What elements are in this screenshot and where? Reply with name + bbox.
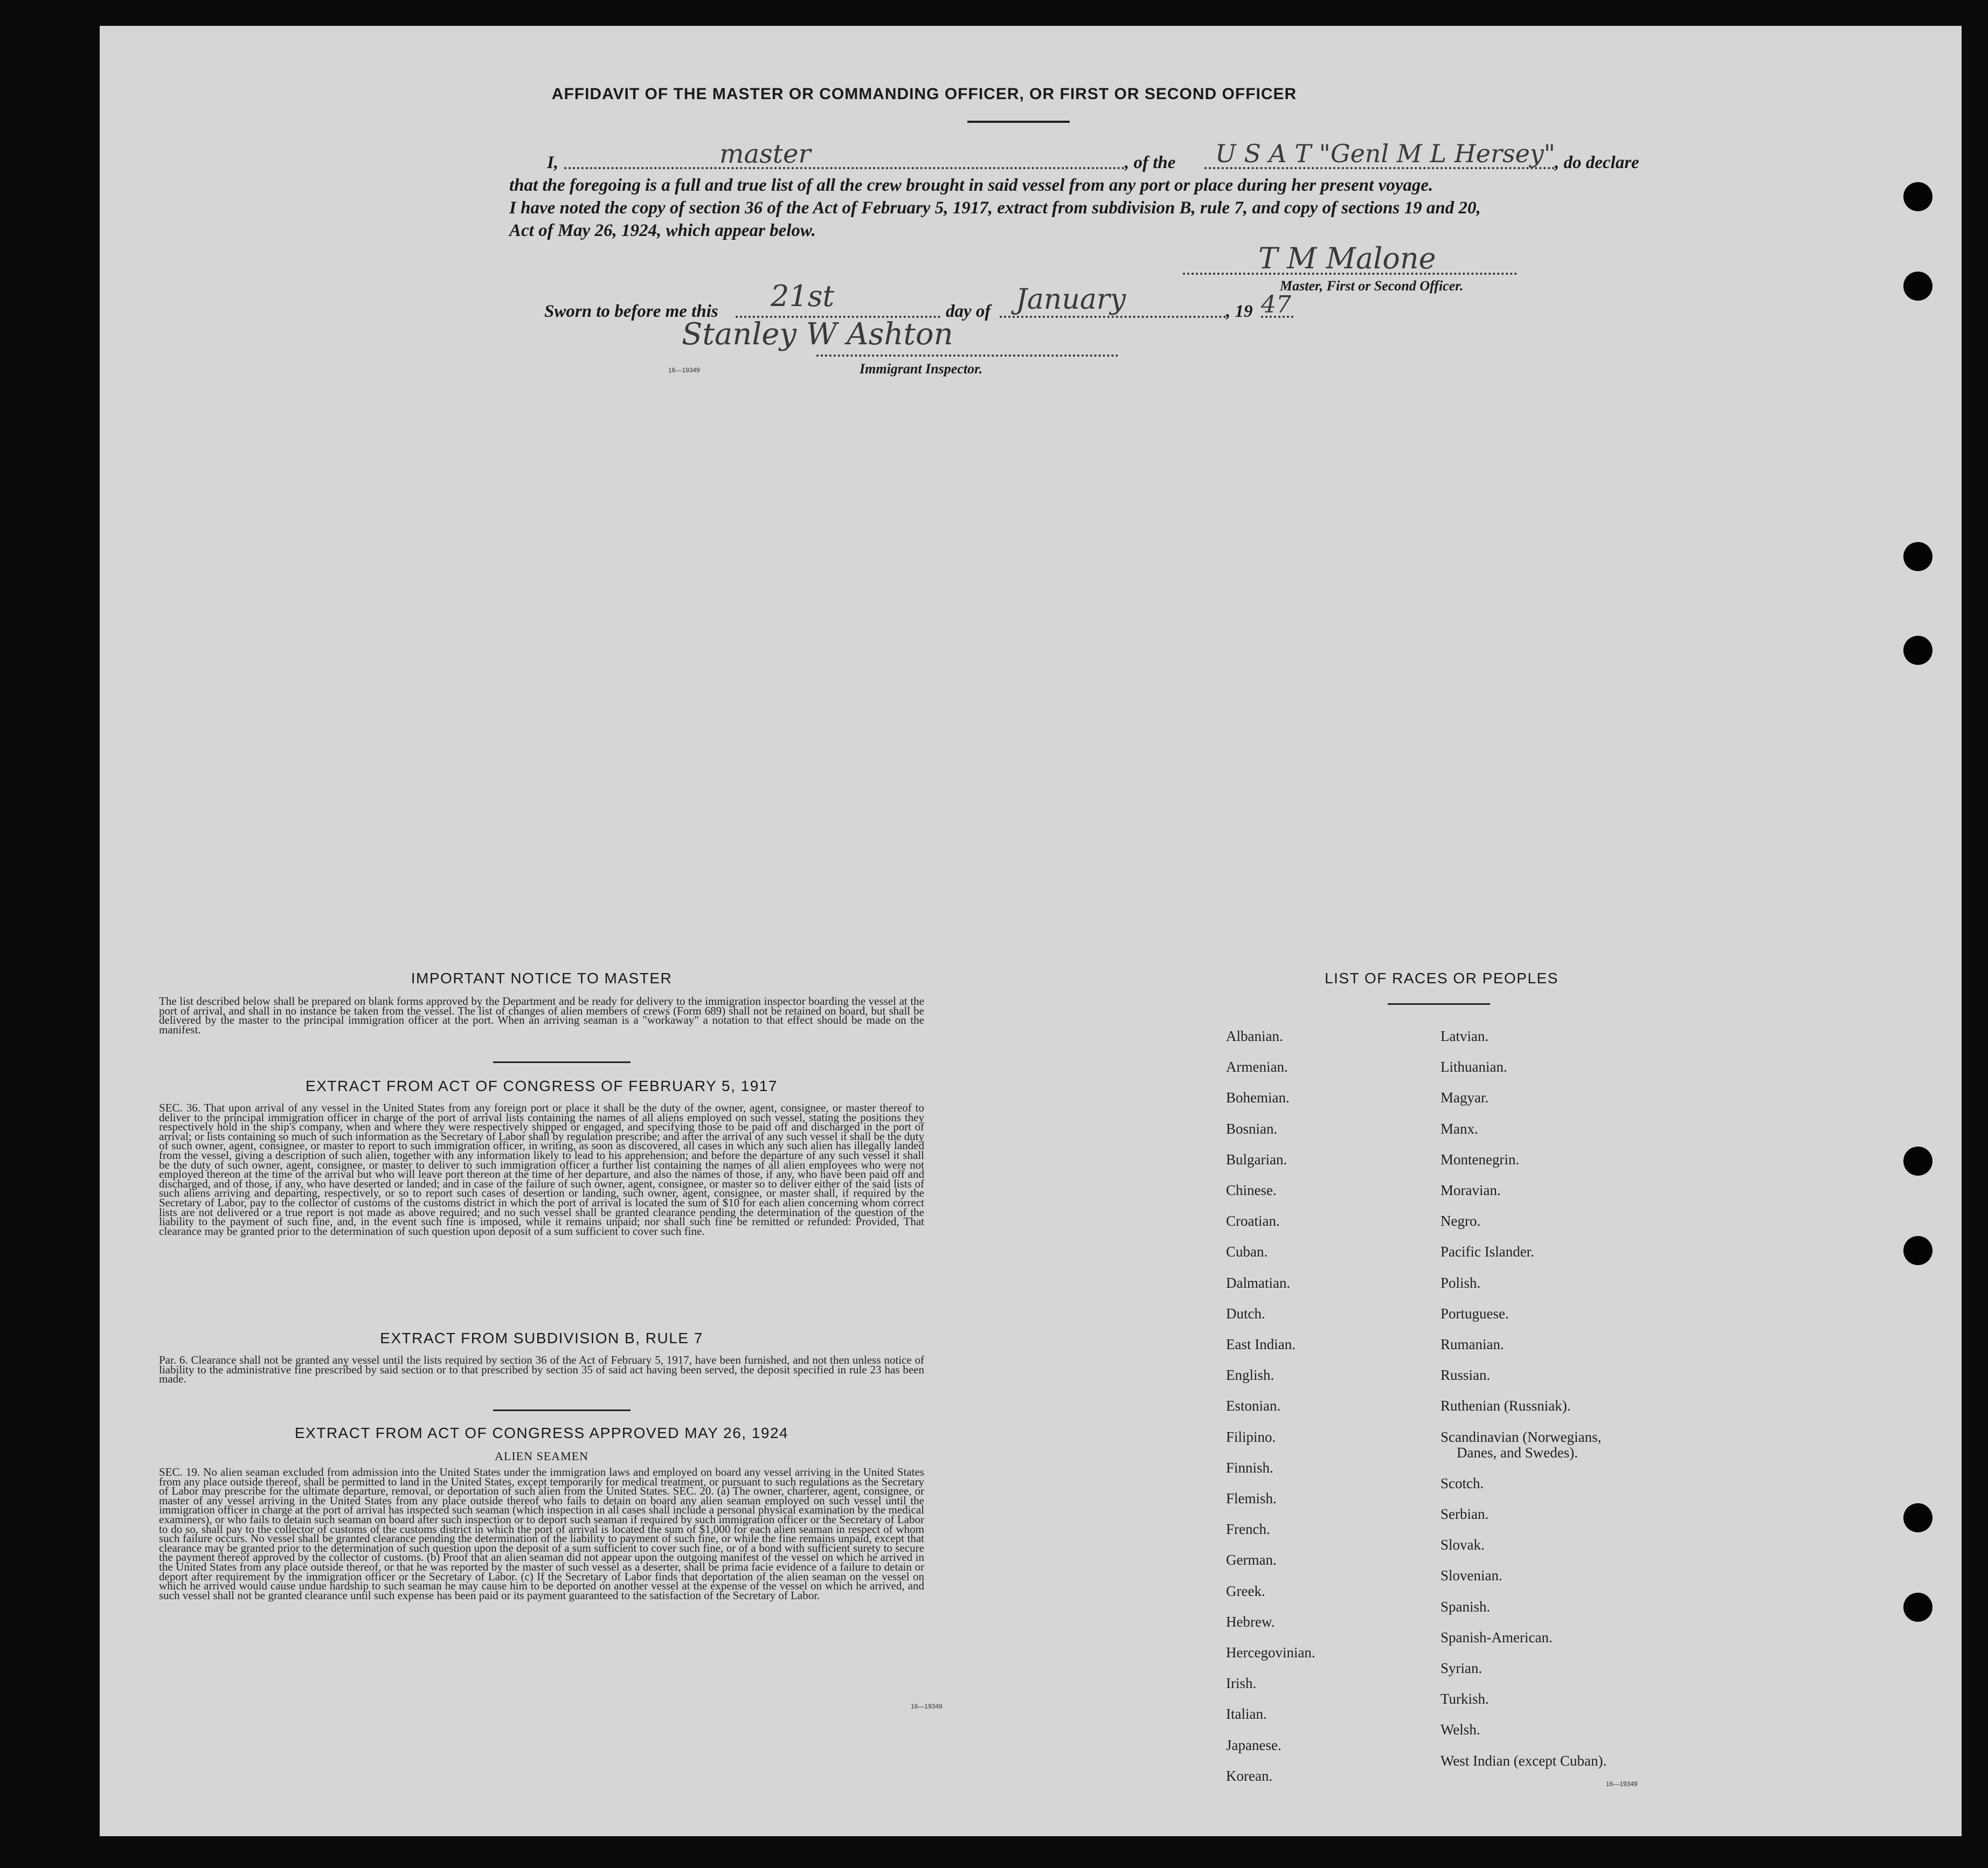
- race-item: Dalmatian.: [1226, 1274, 1291, 1291]
- handwritten-name: master: [719, 139, 811, 169]
- month-line: [1000, 316, 1226, 318]
- race-item: Hebrew.: [1226, 1613, 1275, 1630]
- race-item: Turkish.: [1440, 1691, 1489, 1707]
- race-item: Spanish-American.: [1440, 1629, 1553, 1645]
- race-item: Montenegrin.: [1440, 1151, 1520, 1168]
- race-item: Latvian.: [1440, 1028, 1489, 1044]
- master-title-label: Master, First or Second Officer.: [1280, 278, 1464, 294]
- extract-rule7-text: Par. 6. Clearance shall not be granted any vessel until the lists required by section 36 of the Act of February 5, 1917, have been furnished, and not then unless notice of liability to the administrative fine prescribed by said section or to that prescribed by section 35 of said act having been served, the deposit specified in rule 23 has been made.: [159, 1353, 924, 1386]
- race-item: Bulgarian.: [1226, 1151, 1287, 1168]
- inspector-signature: Stanley W Ashton: [682, 317, 953, 352]
- extract-1917-text: SEC. 36. That upon arrival of any vessel in the United States from any foreign port or place it shall be the duty of the owner, agent, consignee, or master thereof to deliver to the principal immigration officer in charge of the port of arrival lists containing the names of all aliens employed on such vessel, stating the positions they respectively hold in the ship's company, when and where they were respectively shipped or engaged, and specifying those to be paid off and discharged in the port of arrival; or lists containing so much of such information as the Secretary of Labor shall by regulation prescribe; and after the arrival of any such vessel it shall be the duty of such owner, agent, consignee, or master to report to such immigration officer, in writing, as soon as discovered, all cases in which any such alien has illegally landed from the vessel, giving a description of such alien, together with any information likely to lead to his apprehension; and before the departure of any such vessel it shall be the duty of such owner, agent, consignee, or master to deliver to such immigration officer a further list containing the names of all alien employees who were not employed thereon at the time of the arrival but who will leave port thereon at the time of her departure, and also the names of those, if any, who have been paid off and discharged, and of those, if any, who have deserted or landed; and in case of the failure of such owner, agent, consignee, or master so to deliver either of the said lists of such aliens arriving and departing, respectively, or so to report such cases of desertion or landing, such owner, agent, consignee, or master shall, if required by the Secretary of Labor, pay to the collector of customs of the customs district in which the port of arrival is located the sum of $10 for each alien concerning whom correct lists are not delivered or a true report is not made as above required; and no such vessel shall be granted clearance pending the determination of the question of the liability to the payment of such fine, and, in the event such fine is imposed, while it remains unpaid; nor shall such fine be remitted or refunded: Provided, That clearance may be granted prior to the determination of such question upon deposit of a sum sufficient to cover such fine.: [159, 1101, 924, 1238]
- race-item: Rumanian.: [1440, 1336, 1504, 1352]
- extract-rule7-title: EXTRACT FROM SUBDIVISION B, RULE 7: [380, 1330, 703, 1346]
- race-item: Greek.: [1226, 1582, 1265, 1599]
- race-item: Dutch.: [1226, 1305, 1265, 1322]
- year-prefix: , 19: [1226, 302, 1253, 321]
- handwritten-vessel: U S A T "Genl M L Hersey": [1215, 139, 1555, 168]
- race-item: Pacific Islander.: [1440, 1244, 1534, 1260]
- race-item: Moravian.: [1440, 1182, 1501, 1198]
- race-item: Cuban.: [1226, 1244, 1268, 1260]
- races-form-number: 16—19349: [1606, 1780, 1638, 1788]
- race-item: French.: [1226, 1521, 1270, 1538]
- affidavit-body-2: I have noted the copy of section 36 of the Act of February 5, 1917, extract from subdivision B, rule 7, and copy of sections 19 and 20,: [509, 198, 1481, 218]
- race-item: East Indian.: [1226, 1336, 1296, 1352]
- binder-hole: [1903, 1236, 1932, 1265]
- race-item: Danes, and Swedes).: [1457, 1444, 1578, 1461]
- race-item: Scandinavian (Norwegians,: [1440, 1428, 1602, 1445]
- notice-divider: [493, 1061, 631, 1063]
- race-item: Ruthenian (Russniak).: [1440, 1398, 1571, 1414]
- of-the-label: , of the: [1125, 153, 1176, 172]
- rule7-divider: [493, 1409, 631, 1411]
- extract-1924-form-number: 16—19349: [911, 1703, 943, 1710]
- affidavit-form-number: 16—19349: [668, 366, 700, 374]
- extract-1924-title: EXTRACT FROM ACT OF CONGRESS APPROVED MAY 26, 1924: [294, 1425, 789, 1441]
- notice-text: The list described below shall be prepared on blank forms approved by the Department and be ready for delivery to the immigration inspector boarding the vessel at the port of arrival, and shall in no instance be taken from the vessel. The list of changes of alien members of crews (Form 689) shall not be retained on board, but shall be delivered by the master to the principal immigration officer at the port. When an arriving seaman is a "workaway" a notation to that effect should be made on the manifest.: [159, 995, 924, 1036]
- race-item: Scotch.: [1440, 1475, 1484, 1491]
- race-item: Portuguese.: [1440, 1305, 1509, 1322]
- title-divider: [967, 121, 1070, 123]
- master-signature: T M Malone: [1258, 241, 1436, 275]
- race-item: Filipino.: [1226, 1428, 1276, 1445]
- day-of-label: day of: [946, 302, 991, 321]
- race-item: Albanian.: [1226, 1028, 1283, 1044]
- handwritten-year: 47: [1261, 291, 1291, 318]
- race-item: Hercegovinian.: [1226, 1644, 1315, 1661]
- name-line: [564, 167, 1125, 169]
- extract-1917-title: EXTRACT FROM ACT OF CONGRESS OF FEBRUARY 5, 1917: [306, 1078, 778, 1094]
- binder-hole: [1903, 272, 1932, 301]
- race-item: Magyar.: [1440, 1089, 1489, 1106]
- race-item: Italian.: [1226, 1706, 1267, 1723]
- affidavit-body-3: Act of May 26, 1924, which appear below.: [509, 221, 816, 240]
- race-item: Finnish.: [1226, 1459, 1273, 1476]
- races-title: LIST OF RACES OR PEOPLES: [1325, 970, 1558, 987]
- race-item: Slovenian.: [1440, 1567, 1502, 1584]
- do-declare-label: , do declare: [1555, 153, 1639, 172]
- race-item: Serbian.: [1440, 1506, 1489, 1522]
- race-item: Japanese.: [1226, 1737, 1282, 1753]
- inspector-label: Immigrant Inspector.: [860, 361, 983, 377]
- binder-hole: [1903, 182, 1932, 211]
- race-item: Croatian.: [1226, 1213, 1280, 1230]
- race-item: Spanish.: [1440, 1598, 1491, 1615]
- race-item: Polish.: [1440, 1274, 1481, 1291]
- binder-hole: [1903, 1593, 1932, 1622]
- race-item: Russian.: [1440, 1367, 1491, 1384]
- race-item: Lithuanian.: [1440, 1059, 1507, 1075]
- form-sheet: [100, 26, 1962, 1836]
- i-label: I,: [547, 153, 559, 172]
- race-item: Korean.: [1226, 1767, 1273, 1784]
- handwritten-month: January: [1016, 283, 1126, 316]
- binder-hole: [1903, 636, 1932, 665]
- affidavit-title: AFFIDAVIT OF THE MASTER OR COMMANDING OFFICER, OR FIRST OR SECOND OFFICER: [551, 85, 1297, 103]
- race-item: Chinese.: [1226, 1182, 1277, 1198]
- race-item: Estonian.: [1226, 1398, 1281, 1414]
- race-item: Syrian.: [1440, 1660, 1483, 1676]
- extract-1924-text: SEC. 19. No alien seaman excluded from admission into the United States under the immigration laws and employed on board any vessel arriving in the United States from any place outside thereof, shall be permitted to land in the United States, except temporarily for medical treatment, or pursuant to such regulations as the Secretary of Labor may prescribe for the ultimate departure, removal, or deportation of such alien from the United States. SEC. 20. (a) The owner, charterer, agent, consignee, or master of any vessel arriving in the United States from any place outside thereof who fails to detain on board any alien seaman employed on such vessel until the immigration officer in charge at the port of arrival has inspected such seaman (which inspection in all cases shall include a personal physical examination by the medical examiners), or who fails to detain such seaman on board after such inspection or to deport such seaman if required by such immigration officer or the Secretary of Labor to do so, shall pay to the collector of customs of the customs district in which the port of arrival is located the sum of $1,000 for each alien seaman in respect of whom such failure occurs. No vessel shall be granted clearance pending the determination of the liability to payment of such fine, or while the fine remains unpaid, except that clearance may be granted prior to the determination of such question upon the deposit of a sum sufficient to cover such fine, or of a bond with sufficient surety to secure the payment thereof approved by the collector of customs. (b) Proof that an alien seaman did not appear upon the outgoing manifest of the vessel on which he arrived in the United States from any place outside thereof, or that he was reported by the master of such vessel as a deserter, shall be prima facie evidence of a failure to detain or deport after requirement by the immigration officer or the Secretary of Labor. (c) If the Secretary of Labor finds that deportation of the alien seaman on the vessel on which he arrived would cause undue hardship to such seaman he may cause him to be deported on another vessel at the expense of the vessel on which he arrived, and such vessel shall not be granted clearance until such expense has been paid or its payment guaranteed to the satisfaction of the Secretary of Labor.: [159, 1466, 924, 1602]
- race-item: Irish.: [1226, 1675, 1257, 1692]
- race-item: Manx.: [1440, 1120, 1478, 1137]
- race-item: Welsh.: [1440, 1721, 1480, 1738]
- race-item: Bohemian.: [1226, 1089, 1290, 1106]
- inspector-line: [816, 355, 1118, 357]
- race-item: German.: [1226, 1552, 1277, 1568]
- notice-title: IMPORTANT NOTICE TO MASTER: [411, 970, 673, 987]
- race-item: Bosnian.: [1226, 1120, 1278, 1137]
- race-item: Negro.: [1440, 1213, 1481, 1230]
- binder-hole: [1903, 1503, 1932, 1532]
- race-item: English.: [1226, 1367, 1274, 1384]
- race-item: Armenian.: [1226, 1059, 1288, 1075]
- extract-1924-subtitle: ALIEN SEAMEN: [495, 1449, 588, 1463]
- race-item: West Indian (except Cuban).: [1440, 1752, 1607, 1769]
- binder-hole: [1903, 1147, 1932, 1176]
- races-divider: [1388, 1003, 1490, 1005]
- sworn-label: Sworn to before me this: [544, 302, 718, 321]
- race-item: Slovak.: [1440, 1537, 1485, 1553]
- handwritten-day: 21st: [771, 279, 835, 313]
- binder-hole: [1903, 542, 1932, 571]
- race-item: Flemish.: [1226, 1490, 1277, 1506]
- affidavit-body-1: that the foregoing is a full and true list of all the crew brought in said vessel from any port or place during her present voyage.: [509, 176, 1433, 195]
